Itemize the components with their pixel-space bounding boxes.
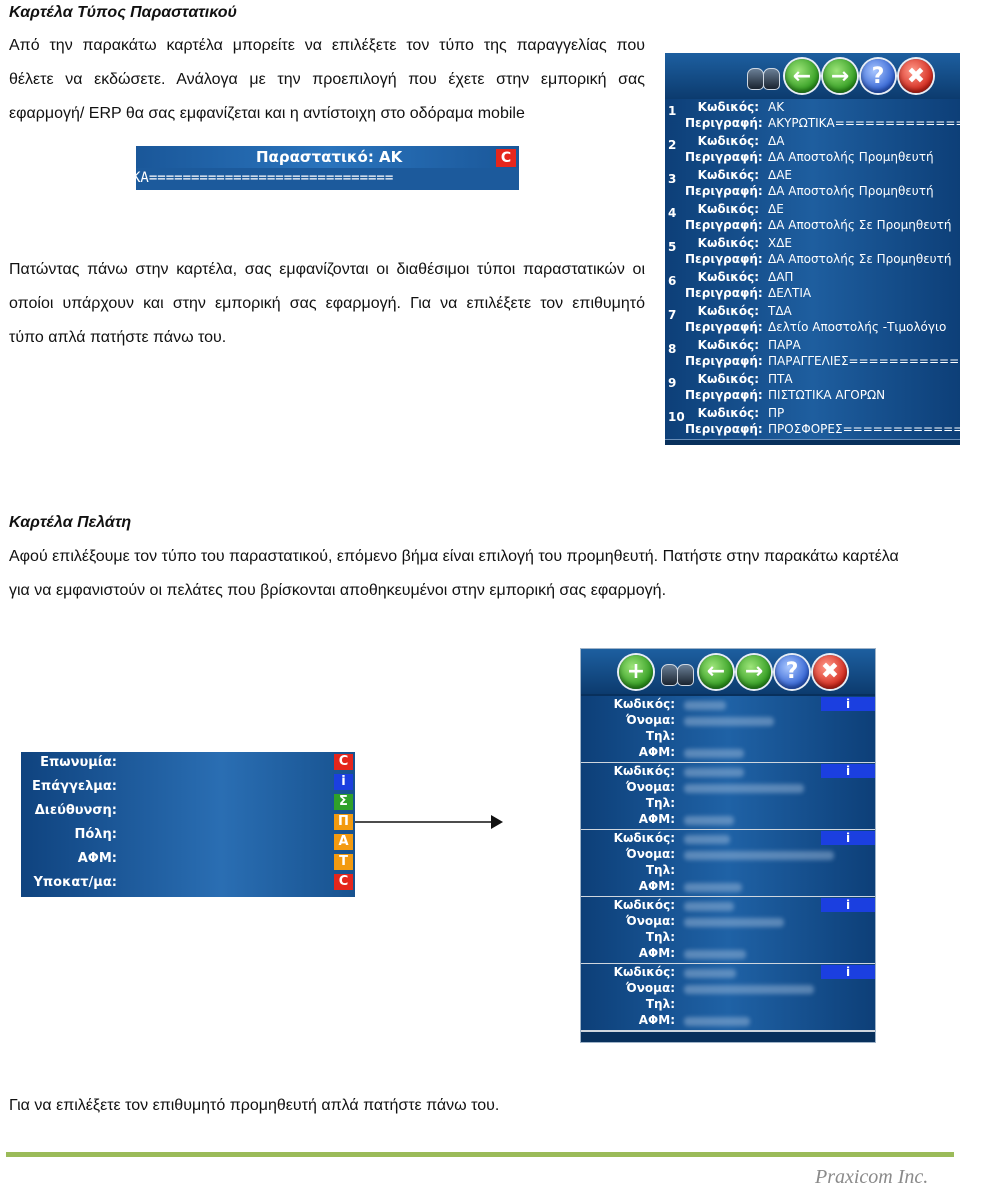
document-type-row[interactable]	[665, 167, 960, 202]
document-type-row[interactable]	[665, 269, 960, 304]
document-code: ΔΑ	[768, 134, 785, 148]
clear-button[interactable]: C	[496, 149, 516, 167]
document-type-row[interactable]	[665, 371, 960, 406]
row-number: 7	[668, 308, 677, 322]
customer-row[interactable]	[581, 897, 875, 965]
customer-action-button[interactable]: i	[334, 774, 353, 790]
customer-row[interactable]	[581, 830, 875, 898]
redacted-value	[684, 851, 834, 860]
card-subtitle: ΚΑ=============================	[132, 170, 394, 186]
redacted-value	[684, 918, 784, 927]
document-description: ΠΙΣΤΩΤΙΚΑ ΑΓΟΡΩΝ	[768, 388, 886, 402]
document-type-row[interactable]	[665, 99, 986, 134]
customer-line: Αφού επιλέξουμε τον τύπο του παραστατικού, επόμενο βήμα είναι επιλογή του προμηθευτή. Πατήστε στην παρακάτω καρτέλα	[9, 548, 899, 565]
help-icon[interactable]: ?	[861, 59, 895, 93]
customer-row-label: Κωδικός:	[613, 764, 675, 778]
customer-row-label: Τηλ:	[645, 863, 675, 877]
customer-row-label: ΑΦΜ:	[638, 1013, 675, 1027]
customer-card[interactable]	[21, 752, 355, 897]
customer-row-label: ΑΦΜ:	[638, 879, 675, 893]
customer-row-label: ΑΦΜ:	[638, 745, 675, 759]
redacted-value	[684, 969, 736, 978]
customer-row-label: Τηλ:	[645, 729, 675, 743]
binoculars-icon[interactable]	[659, 658, 695, 686]
redacted-value	[684, 816, 734, 825]
description-label: Περιγραφή:	[685, 388, 763, 402]
description-label: Περιγραφή:	[685, 150, 763, 164]
redacted-value	[684, 985, 814, 994]
redacted-value	[684, 717, 774, 726]
redacted-value	[684, 768, 744, 777]
document-code: ΔΑΕ	[768, 168, 792, 182]
intro-line: θέλετε να εκδώσετε. Ανάλογα με την προεπιλογή που έχετε στην εμπορική σας	[9, 71, 645, 88]
customer-field-label: Επωνυμία:	[40, 755, 117, 770]
customer-row-label: Τηλ:	[645, 930, 675, 944]
document-description: ΔΑ Αποστολής Σε Προμηθευτή	[768, 218, 952, 232]
customer-action-button[interactable]: Σ	[334, 794, 353, 810]
customer-row[interactable]	[581, 964, 875, 1032]
code-label: Κωδικός:	[697, 406, 759, 420]
code-label: Κωδικός:	[697, 134, 759, 148]
close-icon[interactable]: ✖	[899, 59, 933, 93]
row-number: 6	[668, 274, 677, 288]
description-label: Περιγραφή:	[685, 320, 763, 334]
row-number: 5	[668, 240, 677, 254]
redacted-value	[684, 835, 730, 844]
customer-row-label: Κωδικός:	[613, 898, 675, 912]
customer-row-label: Τηλ:	[645, 796, 675, 810]
selection-line: Πατώντας πάνω στην καρτέλα, σας εμφανίζονται οι διαθέσιμοι τύποι παραστατικών οι	[9, 261, 645, 278]
description-label: Περιγραφή:	[685, 252, 763, 266]
customer-row[interactable]	[581, 763, 875, 831]
customer-field-label: Υποκατ/μα:	[33, 875, 117, 890]
document-description: ΔΑ Αποστολής Προμηθευτή	[768, 184, 934, 198]
description-label: Περιγραφή:	[685, 354, 763, 368]
intro-line: εφαρμογή/ ERP θα σας εμφανίζεται και η αντίστοιχη στο οδόραμα mobile	[9, 105, 525, 122]
customer-field-label: Πόλη:	[74, 827, 117, 842]
customer-action-button[interactable]: Τ	[334, 854, 353, 870]
document-type-row[interactable]	[665, 133, 960, 168]
intro-paragraph	[9, 29, 645, 131]
code-label: Κωδικός:	[697, 168, 759, 182]
list-toolbar	[665, 53, 960, 99]
redacted-value	[684, 1017, 750, 1026]
customer-action-button[interactable]: C	[334, 754, 353, 770]
info-button[interactable]: i	[821, 831, 875, 845]
info-button[interactable]: i	[821, 965, 875, 979]
document-type-row[interactable]	[665, 337, 980, 372]
customer-field-label: Επάγγελμα:	[32, 779, 117, 794]
document-type-list-screen	[665, 53, 993, 445]
code-label: Κωδικός:	[697, 202, 759, 216]
row-number: 3	[668, 172, 677, 186]
customer-row-label: Κωδικός:	[613, 697, 675, 711]
customer-toolbar	[581, 649, 875, 694]
row-number: 4	[668, 206, 677, 220]
document-description: ΑΚΥΡΩΤΙΚΑ===============	[768, 116, 986, 130]
document-code: ΑΚ	[768, 100, 785, 114]
back-arrow-icon[interactable]: ←	[785, 59, 819, 93]
add-icon[interactable]: +	[619, 655, 653, 689]
footer-rule	[6, 1152, 954, 1157]
row-number: 9	[668, 376, 677, 390]
customer-row-label: Κωδικός:	[613, 831, 675, 845]
customer-row[interactable]	[581, 696, 875, 764]
redacted-value	[684, 749, 744, 758]
customer-list-screen	[580, 648, 876, 1043]
code-label: Κωδικός:	[697, 338, 759, 352]
customer-field-label: ΑΦΜ:	[77, 851, 117, 866]
document-type-row[interactable]	[665, 405, 993, 440]
customer-field-label: Διεύθυνση:	[34, 803, 117, 818]
customer-row-label: Τηλ:	[645, 997, 675, 1011]
document-code: ΤΔΑ	[768, 304, 792, 318]
document-type-row[interactable]	[665, 201, 960, 236]
section-heading-customer: Καρτέλα Πελάτη	[9, 514, 132, 531]
document-code: ΠΡ	[768, 406, 785, 420]
selection-line: τύπο απλά πατήστε πάνω του.	[9, 329, 227, 346]
redacted-value	[684, 784, 804, 793]
intro-line: Από την παρακάτω καρτέλα μπορείτε να επιλέξετε τον τύπο της παραγγελίας που	[9, 37, 645, 54]
row-number: 10	[668, 410, 685, 424]
description-label: Περιγραφή:	[685, 218, 763, 232]
customer-row-label: Όνομα:	[626, 847, 675, 861]
arrow-right-icon	[355, 812, 505, 832]
redacted-value	[684, 883, 742, 892]
customer-row-label: ΑΦΜ:	[638, 946, 675, 960]
customer-row-label: Κωδικός:	[613, 965, 675, 979]
customer-action-button[interactable]: C	[334, 874, 353, 890]
info-button[interactable]: i	[821, 697, 875, 711]
document-code: ΔΕ	[768, 202, 784, 216]
document-code: ΔΑΠ	[768, 270, 794, 284]
close-icon[interactable]: ✖	[813, 655, 847, 689]
customer-row-label: Όνομα:	[626, 914, 675, 928]
document-description: ΔΑ Αποστολής Σε Προμηθευτή	[768, 252, 952, 266]
customer-line: για να εμφανιστούν οι πελάτες που βρίσκονται αποθηκευμένοι στην εμπορική σας εφαρμογή.	[9, 582, 667, 599]
row-number: 2	[668, 138, 677, 152]
description-label: Περιγραφή:	[685, 184, 763, 198]
customer-action-button[interactable]: Α	[334, 834, 353, 850]
document-code: ΠΑΡΑ	[768, 338, 801, 352]
code-label: Κωδικός:	[697, 372, 759, 386]
redacted-value	[684, 902, 734, 911]
document-description: ΠΡΟΣΦΟΡΕΣ===============	[768, 422, 993, 436]
help-icon[interactable]: ?	[775, 655, 809, 689]
customer-row-label: ΑΦΜ:	[638, 812, 675, 826]
code-label: Κωδικός:	[697, 236, 759, 250]
document-code: ΠΤΑ	[768, 372, 793, 386]
description-label: Περιγραφή:	[685, 422, 763, 436]
redacted-value	[684, 701, 726, 710]
forward-arrow-icon[interactable]: →	[823, 59, 857, 93]
row-number: 1	[668, 104, 677, 118]
brand-name: Praxicom Inc.	[815, 1166, 929, 1188]
document-description: ΔΑ Αποστολής Προμηθευτή	[768, 150, 934, 164]
document-code: ΧΔΕ	[768, 236, 793, 250]
back-arrow-icon[interactable]: ←	[699, 655, 733, 689]
document-description: Δελτίο Αποστολής -Τιμολόγιο	[768, 320, 947, 334]
document-type-card[interactable]	[132, 146, 519, 190]
description-label: Περιγραφή:	[685, 286, 763, 300]
forward-arrow-icon[interactable]: →	[737, 655, 771, 689]
customer-action-button[interactable]: Π	[334, 814, 353, 830]
customer-row-label: Όνομα:	[626, 780, 675, 794]
row-number: 8	[668, 342, 677, 356]
selection-paragraph	[9, 253, 645, 355]
info-button[interactable]: i	[821, 898, 875, 912]
section-heading-document-type: Καρτέλα Τύπος Παραστατικού	[9, 4, 237, 21]
info-button[interactable]: i	[821, 764, 875, 778]
selection-line: οποίοι υπάρχουν και στην εμπορική σας εφαρμογή. Για να επιλέξετε τον επιθυμητό	[9, 295, 645, 312]
code-label: Κωδικός:	[697, 270, 759, 284]
document-description: ΠΑΡΑΓΓΕΛΙΕΣ=============	[768, 354, 980, 368]
description-label: Περιγραφή:	[685, 116, 763, 130]
binoculars-icon[interactable]	[745, 62, 781, 90]
customer-paragraph	[9, 540, 954, 608]
document-type-row[interactable]	[665, 303, 960, 338]
footer-instruction: Για να επιλέξετε τον επιθυμητό προμηθευτή απλά πατήστε πάνω του.	[9, 1097, 500, 1114]
customer-row-label: Όνομα:	[626, 713, 675, 727]
customer-row-label: Όνομα:	[626, 981, 675, 995]
document-type-row[interactable]	[665, 235, 960, 270]
redacted-value	[684, 950, 746, 959]
code-label: Κωδικός:	[697, 304, 759, 318]
code-label: Κωδικός:	[697, 100, 759, 114]
card-title: Παραστατικό: ΑΚ	[256, 148, 403, 166]
document-description: ΔΕΛΤΙΑ	[768, 286, 812, 300]
